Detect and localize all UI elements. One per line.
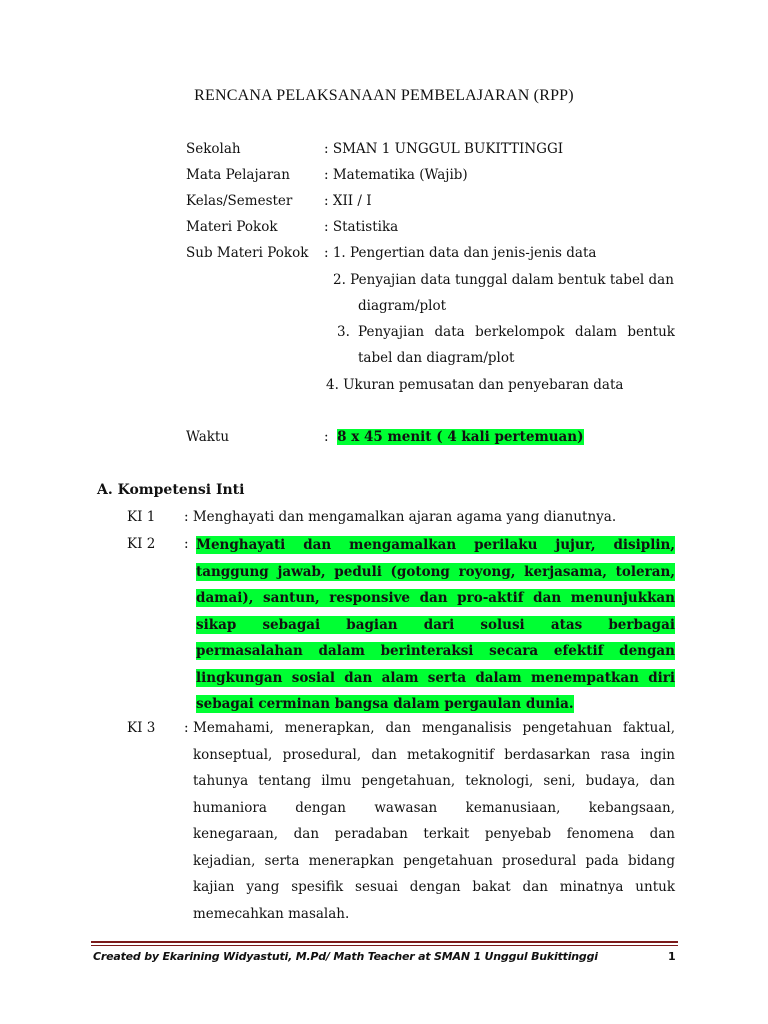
identity-value: : XII / I: [324, 193, 372, 209]
ki3-line: Memahami, menerapkan, dan menganalisis pengetahuan faktual,: [193, 720, 675, 736]
sub-materi-item-1: : 1. Pengertian data dan jenis-jenis data: [324, 245, 597, 261]
ki2-line: [196, 585, 675, 612]
ki3-line: konseptual, prosedural, dan metakognitif berdasarkan rasa ingin: [193, 746, 675, 763]
section-heading-kompetensi-inti: A. Kompetensi Inti: [97, 482, 245, 498]
ki2-label: KI 2: [127, 536, 156, 552]
ki2-line-text: sikap sebagai bagian dari solusi atas berbagai: [196, 616, 675, 633]
ki2-line: [196, 532, 675, 559]
page-number: 1: [668, 950, 676, 963]
ki1-label: KI 1: [127, 509, 156, 525]
sub-materi-item-2-cont: diagram/plot: [358, 298, 447, 314]
footer-rule-thin: [91, 945, 678, 946]
identity-colon: :: [324, 429, 329, 445]
ki2-line-text: permasalahan dalam berinteraksi secara efektif dengan: [196, 643, 675, 659]
sub-materi-item-3: Penyajian data berkelompok dalam bentuk: [358, 324, 675, 340]
identity-row-mapel: [186, 167, 468, 183]
ki2-line-text: damai), santun, responsive dan pro-aktif dan menunjukkan: [196, 590, 675, 606]
ki2-line: [196, 638, 675, 665]
ki2-line-text: tanggung jawab, peduli (gotong royong, kerjasama, toleran,: [196, 563, 675, 580]
identity-row-sekolah: [186, 141, 563, 157]
identity-value: : Statistika: [324, 219, 399, 235]
sub-materi-item-3-number: 3.: [337, 324, 350, 340]
waktu-value-highlight: 8 x 45 menit ( 4 kali pertemuan): [337, 429, 584, 445]
identity-row-materi: [186, 219, 398, 235]
ki2-line: [196, 691, 675, 718]
identity-row-kelas: [186, 193, 372, 209]
ki2-text-block: [196, 532, 675, 718]
sub-materi-item-2: 2. Penyajian data tunggal dalam bentuk tabel dan: [333, 272, 674, 288]
identity-value: : SMAN 1 UNGGUL BUKITTINGGI: [324, 141, 564, 157]
ki2-line: [196, 559, 675, 586]
document-title: RENCANA PELAKSANAAN PEMBELAJARAN (RPP): [194, 87, 574, 104]
ki1-text: : Menghayati dan mengamalkan ajaran agama yang dianutnya.: [184, 509, 617, 525]
identity-label: Sub Materi Pokok: [186, 245, 309, 261]
ki2-line: [196, 665, 675, 692]
ki3-line: kenegaraan, dan peradaban terkait penyebab fenomena dan: [193, 826, 675, 842]
identity-label: Mata Pelajaran: [186, 167, 290, 183]
footer-rule: [91, 941, 678, 943]
ki2-line-text: Menghayati dan mengamalkan perilaku jujur, disiplin,: [196, 537, 675, 553]
ki3-line: humaniora dengan wawasan kemanusiaan, kebangsaan,: [193, 799, 675, 816]
sub-materi-item-3-cont: tabel dan diagram/plot: [358, 350, 515, 366]
ki3-text-block: [193, 715, 675, 927]
ki2-line-text: sebagai cerminan bangsa dalam pergaulan dunia.: [196, 696, 574, 712]
ki3-label: KI 3: [127, 720, 156, 736]
ki3-line: tahunya tentang ilmu pengetahuan, teknologi, seni, budaya, dan: [193, 773, 675, 789]
ki2-line: [196, 612, 675, 639]
ki3-line: kejadian, serta menerapkan pengetahuan prosedural pada bidang: [193, 852, 675, 869]
sub-materi-item-4: 4. Ukuran pemusatan dan penyebaran data: [326, 377, 624, 393]
identity-label: Sekolah: [186, 141, 241, 157]
ki3-line: memecahkan masalah.: [193, 905, 350, 922]
identity-label: Kelas/Semester: [186, 193, 293, 209]
identity-row-sub-materi: [186, 245, 596, 261]
ki3-colon: :: [184, 720, 189, 736]
identity-label: Waktu: [186, 429, 230, 445]
footer-credit: Created by Ekarining Widyastuti, M.Pd/ Math Teacher at SMAN 1 Unggul Bukittinggi: [93, 950, 598, 963]
ki2-line-text: lingkungan sosial dan alam serta dalam menempatkan diri: [196, 669, 675, 686]
ki2-colon: :: [184, 536, 189, 552]
identity-row-waktu: [186, 429, 584, 445]
ki3-line: kajian yang spesifik sesuai dengan bakat dan minatnya untuk: [193, 879, 675, 895]
identity-label: Materi Pokok: [186, 219, 278, 235]
identity-value: : Matematika (Wajib): [324, 167, 468, 183]
